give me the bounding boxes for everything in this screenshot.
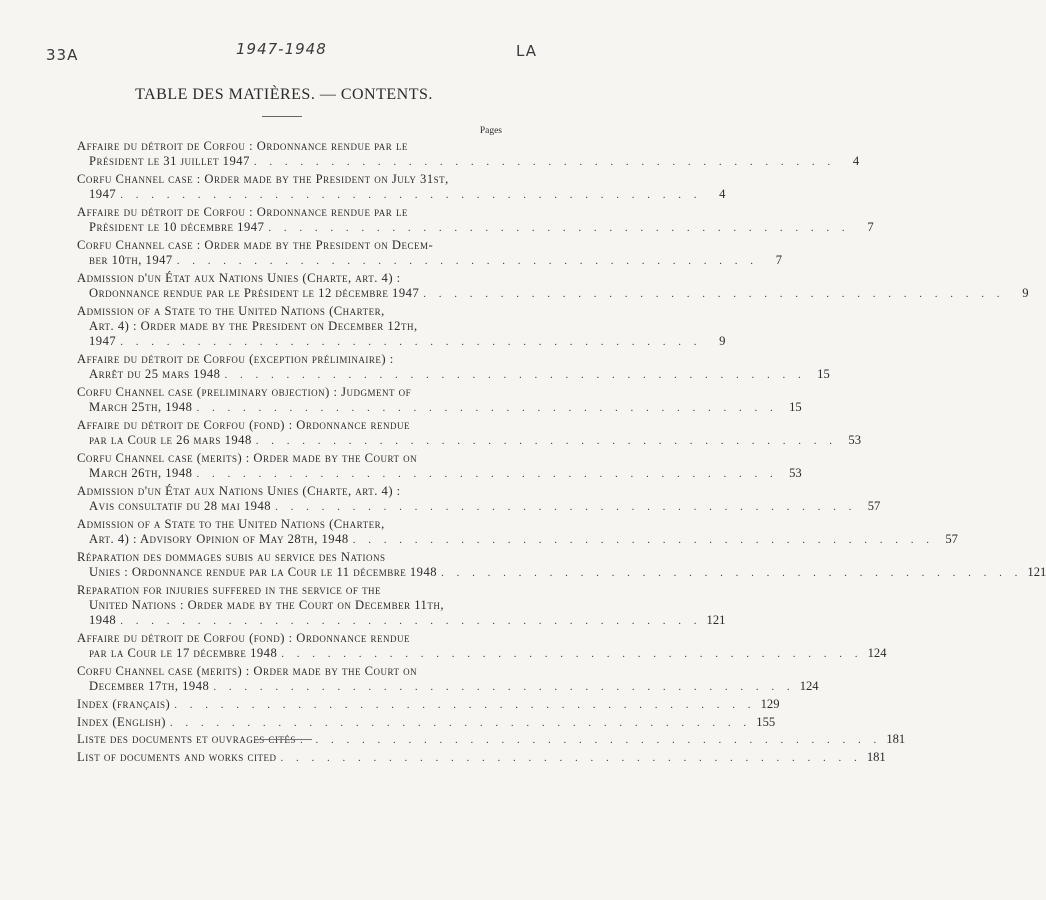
toc-entry-text: 1948 [89,613,117,628]
toc-entry [77,139,860,169]
toc-entry-text: Corfu Channel case (merits) : Order made by the Court on [77,450,418,465]
handwritten-note-left: 33A [46,46,79,64]
title-divider [262,116,302,117]
toc-entry [77,750,886,765]
page-title: TABLE DES MATIÈRES. — CONTENTS. [135,86,433,103]
toc-entry-line [77,631,474,646]
toc-entry-line [77,451,474,466]
dot-leader: . . . . . . . . . . . . . . . . . . . . . . . . . . . . . . . . . . . . . . [280,752,862,765]
toc-entry-line [77,732,906,747]
toc-page-number: 15 [789,400,802,415]
toc-entry-text: par la Cour le 26 mars 1948 [89,433,252,448]
toc-entry-text: Arrêt du 25 mars 1948 [89,367,221,382]
toc-entry-text: Affaire du détroit de Corfou (fond) : Ordonnance rendue [77,630,410,645]
toc-page-number: 57 [867,499,881,514]
dot-leader: . . . . . . . . . . . . . . . . . . . . . . . . . . . . . . . . . . . . . . [275,501,857,514]
toc-entry-line [77,238,474,253]
toc-page-number: 129 [760,696,780,711]
toc-entry-text: Art. 4) : Advisory Opinion of May 28th, 1948 [89,532,349,547]
toc-entry-line [77,253,782,268]
toc-entry-line [77,400,802,415]
toc-entry-text: Index (français) [77,696,171,711]
dot-leader: . . . . . . . . . . . . . . . . . . . . . . . . . . . . . . . . . . . . . . [213,681,795,694]
toc-entry [77,237,782,268]
toc-entry [77,483,881,514]
toc-entry-text: Réparation des dommages subis au service des Nations [77,549,386,564]
toc-entry-line [77,466,802,481]
dot-leader: . . . . . . . . . . . . . . . . . . . . . . . . . . . . . . . . . . . . . . [196,468,778,481]
toc-entry-line [77,154,860,169]
toc-entry-text: Admission of a State to the United Nations (Charter, [77,303,385,318]
toc-entry-line [77,613,726,628]
dot-leader: . . . . . . . . . . . . . . . . . . . . . . . . . . . . . . . . . . . . . . [299,734,882,747]
toc-entry-text: Index (English) [77,714,166,729]
toc-entry-text: Corfu Channel case (merits) : Order made by the Court on [77,663,418,678]
toc-entry-line [77,696,780,712]
toc-entry-text: ber 10th, 1947 [89,253,173,268]
toc-entry [77,714,776,730]
toc-entry-text: Affaire du détroit de Corfou : Ordonnance rendue par le [77,139,408,153]
dot-leader: . . . . . . . . . . . . . . . . . . . . . . . . . . . . . . . . . . . . . . [441,567,1023,579]
toc-entry [77,732,906,747]
toc-entry-line [77,598,474,613]
toc-entry-text: Art. 4) : Order made by the President on December 12th, [89,319,418,334]
toc-page-number: 7 [867,220,874,235]
toc-entry-line [77,286,1029,301]
dot-leader: . . . . . . . . . . . . . . . . . . . . . . . . . . . . . . . . . . . . . . [174,698,756,711]
toc-entry [77,630,887,661]
toc-entry-text: March 26th, 1948 [89,466,193,481]
toc-entry-line [77,271,474,286]
toc-entry-line [77,172,474,187]
toc-entry-text: United Nations : Order made by the Court on December 11th, [89,597,444,612]
toc-entry-text: List of documents and works cited [77,750,277,765]
toc-entry-text: Liste des documents et ouvrages cités [77,732,296,747]
toc-entry-line [77,205,474,220]
toc-entry [77,352,830,382]
toc-entry-line [77,679,819,694]
toc-entry-line [77,517,474,532]
toc-entry-text: 1947 [89,334,117,349]
toc-entry-text: Admission of a State to the United Nations (Charter, [77,516,385,531]
toc-entry-text: Président le 31 juillet 1947 [89,154,250,169]
toc-entry-line [77,187,726,202]
dot-leader: . . . . . . . . . . . . . . . . . . . . . . . . . . . . . . . . . . . . . . [120,189,702,202]
toc-entry-line [77,532,958,547]
toc-entry [77,549,1046,580]
toc-entry-text: Corfu Channel case : Order made by the President on Decem- [77,237,434,252]
toc-entry-text: Corfu Channel case : Order made by the President on July 31st, [77,171,449,186]
toc-entry-text: March 25th, 1948 [89,400,193,415]
toc-page-number: 155 [756,714,776,729]
dot-leader: . . . . . . . . . . . . . . . . . . . . . . . . . . . . . . . . . . . . . . [169,716,752,729]
toc-page-number: 53 [848,433,862,448]
dot-leader: . . . . . . . . . . . . . . . . . . . . . . . . . . . . . . . . . . . . . . [268,222,850,235]
toc-entry-text: par la Cour le 17 décembre 1948 [89,646,278,661]
toc-page-number: 9 [719,334,726,349]
toc-entry-line [77,550,474,565]
toc-entry [77,663,819,694]
toc-entry-text: Président le 10 décembre 1947 [89,220,265,235]
toc-entry [77,303,726,350]
toc-entry [77,696,780,712]
toc-page-number: 121 [706,613,726,628]
dot-leader: . . . . . . . . . . . . . . . . . . . . . . . . . . . . . . . . . . . . . . [224,369,806,382]
toc-entry-line [77,750,886,765]
bottom-divider [256,739,312,740]
table-of-contents [77,139,1046,765]
toc-entry [77,417,862,448]
toc-entry-line [77,385,474,400]
toc-entry-text: December 17th, 1948 [89,679,210,694]
toc-page-number: 181 [886,732,906,747]
toc-page-number: 15 [817,367,830,382]
toc-entry [77,204,874,235]
toc-page-number: 57 [945,532,958,547]
toc-page-number: 124 [799,679,819,694]
toc-page-number: 53 [789,466,802,481]
dot-leader: . . . . . . . . . . . . . . . . . . . . . . . . . . . . . . . . . . . . . . [255,435,838,448]
toc-entry [77,582,726,629]
toc-page-number: 4 [852,154,860,169]
dot-leader: . . . . . . . . . . . . . . . . . . . . . . . . . . . . . . . . . . . . . . [253,156,836,169]
dot-leader: . . . . . . . . . . . . . . . . . . . . . . . . . . . . . . . . . . . . . . [120,615,702,628]
toc-entry-line [77,220,874,235]
toc-entry-text: Admission d'un État aux Nations Unies (Charte, art. 4) : [77,270,401,285]
toc-entry-line [77,484,474,499]
toc-page-number: 7 [775,253,782,268]
toc-entry-line [77,319,474,334]
toc-entry-text: Admission d'un État aux Nations Unies (Charte, art. 4) : [77,483,401,498]
toc-entry-text: Corfu Channel case (preliminary objection) : Judgment of [77,384,412,399]
toc-page-number: 124 [867,646,887,661]
toc-entry [77,516,958,547]
toc-entry-line [77,304,474,319]
toc-entry-line [77,367,830,382]
dot-leader: . . . . . . . . . . . . . . . . . . . . . . . . . . . . . . . . . . . . . . [281,648,863,661]
dot-leader: . . . . . . . . . . . . . . . . . . . . . . . . . . . . . . . . . . . . . . [352,534,934,547]
toc-entry-line [77,433,862,448]
toc-entry-text: Affaire du détroit de Corfou : Ordonnance rendue par le [77,204,408,219]
toc-entry-line [77,565,1046,580]
toc-entry-text: Avis consultatif du 28 mai 1948 [89,499,272,514]
handwritten-note-years: 1947-1948 [236,40,327,58]
toc-entry-text: Affaire du détroit de Corfou (exception préliminaire) : [77,352,394,366]
toc-page-number: 121 [1027,565,1046,579]
toc-entry-line [77,646,887,661]
toc-entry-line [77,139,474,154]
toc-entry-line [77,334,726,349]
toc-entry-line [77,499,881,514]
toc-entry-text: Reparation for injuries suffered in the service of the [77,582,382,597]
dot-leader: . . . . . . . . . . . . . . . . . . . . . . . . . . . . . . . . . . . . . . [120,336,702,349]
dot-leader: . . . . . . . . . . . . . . . . . . . . . . . . . . . . . . . . . . . . . . [196,402,778,415]
pages-column-label: Pages [479,126,502,136]
toc-entry-text: Ordonnance rendue par le Président le 12 décembre 1947 [89,286,420,301]
toc-entry-text: Affaire du détroit de Corfou (fond) : Ordonnance rendue [77,417,410,432]
toc-entry [77,450,802,481]
toc-entry [77,384,802,415]
toc-entry-text: 1947 [89,187,117,202]
toc-page-number: 9 [1022,286,1029,301]
toc-entry [77,171,726,202]
toc-entry [77,270,1029,301]
toc-entry-text: Unies : Ordonnance rendue par la Cour le 11 décembre 1948 [89,565,438,579]
toc-page-number: 181 [866,750,886,765]
handwritten-note-right: LA [516,42,537,60]
toc-page-number: 4 [719,187,726,202]
toc-entry-line [77,664,474,679]
dot-leader: . . . . . . . . . . . . . . . . . . . . . . . . . . . . . . . . . . . . . . [423,288,1005,301]
toc-entry-line [77,583,474,598]
dot-leader: . . . . . . . . . . . . . . . . . . . . . . . . . . . . . . . . . . . . . . [176,255,758,268]
toc-entry-line [77,714,776,730]
toc-entry-line [77,352,474,367]
toc-entry-line [77,418,474,433]
